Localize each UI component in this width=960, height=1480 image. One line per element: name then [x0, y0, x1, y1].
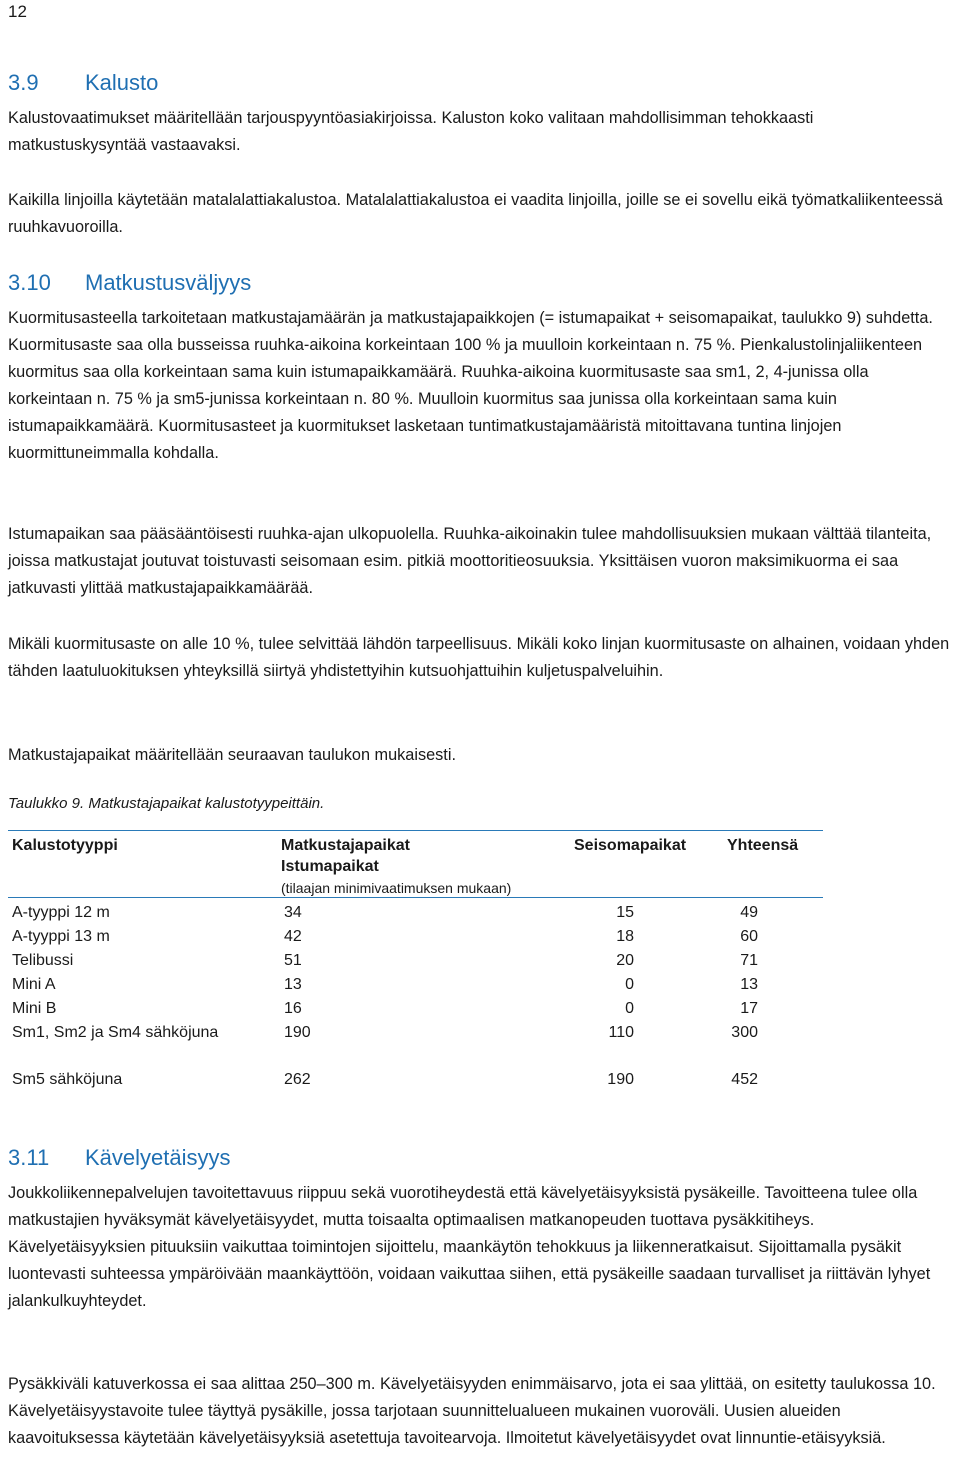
cell-seats: 34	[284, 904, 302, 921]
paragraph: Matkustajapaikat määritellään seuraavan taulukon mukaisesti.	[8, 746, 456, 764]
cell-type: A-tyyppi 13 m	[12, 928, 110, 945]
section-heading-3-10	[8, 270, 251, 296]
cell-total: 17	[740, 1000, 758, 1017]
page-number: 12	[8, 2, 27, 21]
cell-standing: 190	[607, 1071, 634, 1088]
cell-type: Telibussi	[12, 952, 74, 969]
paragraph: Kaikilla linjoilla käytetään matalalattiakalustoa. Matalalattiakalustoa ei vaadita linjoilla, joille se ei sovellu eikä työmatkaliikenteessä ruuhkavuoroilla.	[8, 191, 943, 236]
section-number: 3.11	[8, 1145, 50, 1170]
cell-seats: 262	[284, 1071, 311, 1088]
paragraph: Pysäkkiväli katuverkossa ei saa alittaa 250–300 m. Kävelyetäisyyden enimmäisarvo, jota ei saa ylittää, on esitetty taulukossa 10. Kävelyetäisyystavoite tulee täyttyä pysäkille, jossa tarjotaan suunnittelualueen mukainen vuoroväli. Uusien alueiden kaavoituksessa käytetään kävelyetäisyyksiä asetettuja tavoitearvoja. Ilmoitetut kävelyetäisyydet ovat linnuntie-etäisyyksiä.	[8, 1375, 936, 1447]
section-heading-3-9	[8, 70, 158, 96]
paragraph: Kalustovaatimukset määritellään tarjouspyyntöasiakirjoissa. Kaluston koko valitaan mahdollisimman tehokkaasti matkustuskysyntää vastaavaksi.	[8, 109, 814, 154]
cell-total: 49	[740, 904, 758, 921]
cell-standing: 18	[616, 928, 634, 945]
section-title: Matkustusväljyys	[85, 270, 252, 295]
cell-seats: 51	[284, 952, 302, 969]
paragraph: Istumapaikan saa pääsääntöisesti ruuhka-ajan ulkopuolella. Ruuhka-aikoinakin tulee mahdollisuuksien mukaan välttää tilanteita, joissa matkustajat joutuvat toistuvasti seisomaan esim. pitkiä moottoritieosuuksia. Yksittäisen vuoron maksimikuorma ei saa jatkuvasti ylittää matkustajapaikkamäärää.	[8, 525, 932, 597]
cell-seats: 13	[284, 976, 302, 993]
cell-total: 71	[740, 952, 758, 969]
section-title: Kävelyetäisyys	[85, 1145, 231, 1170]
table-top-rule	[8, 830, 823, 831]
section-number: 3.10	[8, 270, 51, 295]
cell-total: 452	[731, 1071, 758, 1088]
cell-seats: 16	[284, 1000, 302, 1017]
cell-total: 13	[740, 976, 758, 993]
section-number: 3.9	[8, 70, 39, 95]
header-seats-note: (tilaajan minimivaatimuksen mukaan)	[281, 880, 512, 896]
cell-type: A-tyyppi 12 m	[12, 904, 110, 921]
cell-standing: 110	[608, 1024, 634, 1041]
header-seats-line1: Matkustajapaikat	[281, 837, 410, 854]
cell-type: Sm5 sähköjuna	[12, 1071, 123, 1088]
header-total: Yhteensä	[727, 837, 799, 854]
section-title: Kalusto	[85, 70, 159, 95]
cell-standing: 0	[625, 1000, 634, 1017]
cell-seats: 190	[284, 1024, 311, 1041]
paragraph: Kuormitusasteella tarkoitetaan matkustajamäärän ja matkustajapaikkojen (= istumapaikat + seisomapaikat, taulukko 9) suhdetta. Kuormitusaste saa olla busseissa ruuhka-aikoina korkeintaan 100 % ja muulloin korkeintaan n. 75 %. Pienkalustolinjaliikenteen kuormitus saa olla korkeintaan sama kuin istumapaikkamäärä. Ruuhka-aikoina kuormitusaste saa sm1, 2, 4-junissa olla korkeintaan n. 75 % ja sm5-junissa korkeintaan n. 80 %. Muulloin kuormitus saa junissa olla korkeintaan sama kuin istumapaikkamäärä. Kuormitusasteet ja kuormitukset lasketaan tuntimatkustajamääristä mitoittavana tuntina linjojen kuormittuneimmalla kohdalla.	[8, 309, 933, 462]
header-type: Kalustotyyppi	[12, 837, 118, 854]
table-caption: Taulukko 9. Matkustajapaikat kalustotyypeittäin.	[8, 795, 325, 812]
paragraph: Mikäli kuormitusaste on alle 10 %, tulee selvittää lähdön tarpeellisuus. Mikäli koko linjan kuormitusaste on alhainen, voidaan yhden tähden laatuluokituksen yhteyksillä siirtyä yhdistettyihin kutsuohjattuihin kuljetuspalveluihin.	[8, 635, 950, 680]
cell-type: Sm1, Sm2 ja Sm4 sähköjuna	[12, 1024, 219, 1041]
paragraph: Joukkoliikennepalvelujen tavoitettavuus riippuu sekä vuorotiheydestä että kävelyetäisyyksistä pysäkeille. Tavoitteena tulee olla matkustajien hyväksymät kävelyetäisyydet, mutta toisaalta optimaalisen matkanopeuden tuottava pysäkkitiheys. Kävelyetäisyyksien pituuksiin vaikuttaa toimintojen sijoittelu, maankäytön tehokkuus ja liikenneratkaisut. Sijoittamalla pysäkit luontevasti suhteessa ympäröivään maankäyttöön, voidaan vaikuttaa siihen, että pysäkeille saadaan turvalliset ja riittävän lyhyet jalankulkuyhteydet.	[8, 1184, 931, 1310]
cell-type: Mini A	[12, 976, 56, 993]
cell-total: 60	[740, 928, 758, 945]
cell-standing: 15	[616, 904, 634, 921]
cell-standing: 0	[625, 976, 634, 993]
cell-type: Mini B	[12, 1000, 57, 1017]
header-seats-line2: Istumapaikat	[281, 858, 379, 875]
cell-standing: 20	[616, 952, 634, 969]
header-standing: Seisomapaikat	[574, 837, 687, 854]
cell-total: 300	[731, 1024, 758, 1041]
seating-table	[8, 830, 823, 1090]
cell-seats: 42	[284, 928, 302, 945]
section-heading-3-11	[8, 1145, 231, 1171]
